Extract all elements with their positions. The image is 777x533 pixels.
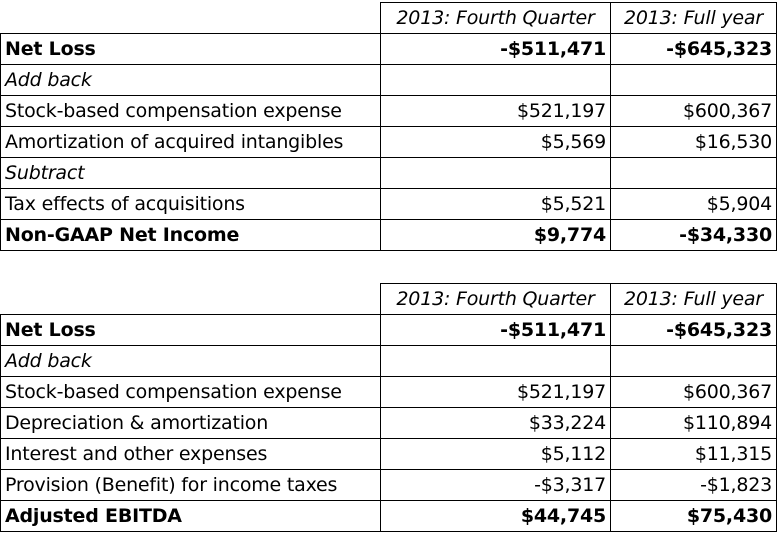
fy-value: $11,315 [611,439,777,470]
q4-value: -$511,471 [381,315,611,346]
header-fourth-quarter: 2013: Fourth Quarter [381,3,611,34]
row-label: Stock-based compensation expense [1,96,381,127]
q4-value [381,65,611,96]
header-blank-cell [1,3,381,34]
table-row [1,501,777,532]
row-label: Adjusted EBITDA [1,501,381,532]
fy-value: -$1,823 [611,470,777,501]
q4-value [381,346,611,377]
fy-value: -$34,330 [611,220,777,251]
q4-value: $521,197 [381,96,611,127]
table-row [1,315,777,346]
q4-value: $5,112 [381,439,611,470]
fy-value: $5,904 [611,189,777,220]
q4-value: $5,569 [381,127,611,158]
header-full-year: 2013: Full year [611,3,777,34]
fy-value: $75,430 [611,501,777,532]
table-row [1,127,777,158]
table-row [1,377,777,408]
table-row [1,220,777,251]
header-fourth-quarter: 2013: Fourth Quarter [381,284,611,315]
row-label: Interest and other expenses [1,439,381,470]
row-label: Net Loss [1,315,381,346]
row-label: Depreciation & amortization [1,408,381,439]
non-gaap-net-income-table [0,2,777,251]
fy-value: -$645,323 [611,315,777,346]
row-label: Provision (Benefit) for income taxes [1,470,381,501]
q4-value: -$3,317 [381,470,611,501]
q4-value: $9,774 [381,220,611,251]
row-label: Subtract [1,158,381,189]
table-row [1,408,777,439]
table-row [1,439,777,470]
q4-value: -$511,471 [381,34,611,65]
fy-value [611,158,777,189]
row-label: Add back [1,65,381,96]
fy-value: $600,367 [611,377,777,408]
table-header-row [1,3,777,34]
row-label: Non-GAAP Net Income [1,220,381,251]
q4-value: $33,224 [381,408,611,439]
q4-value: $5,521 [381,189,611,220]
q4-value: $44,745 [381,501,611,532]
q4-value: $521,197 [381,377,611,408]
fy-value: $16,530 [611,127,777,158]
fy-value: $110,894 [611,408,777,439]
header-blank-cell [1,284,381,315]
table-row [1,346,777,377]
fy-value [611,65,777,96]
table-header-row [1,284,777,315]
row-label: Add back [1,346,381,377]
table-row [1,158,777,189]
adjusted-ebitda-table [0,283,777,532]
q4-value [381,158,611,189]
fy-value: $600,367 [611,96,777,127]
row-label: Net Loss [1,34,381,65]
fy-value: -$645,323 [611,34,777,65]
table-row [1,34,777,65]
fy-value [611,346,777,377]
table-row [1,189,777,220]
row-label: Stock-based compensation expense [1,377,381,408]
header-full-year: 2013: Full year [611,284,777,315]
table-row [1,96,777,127]
table-row [1,65,777,96]
table-row [1,470,777,501]
row-label: Tax effects of acquisitions [1,189,381,220]
row-label: Amortization of acquired intangibles [1,127,381,158]
